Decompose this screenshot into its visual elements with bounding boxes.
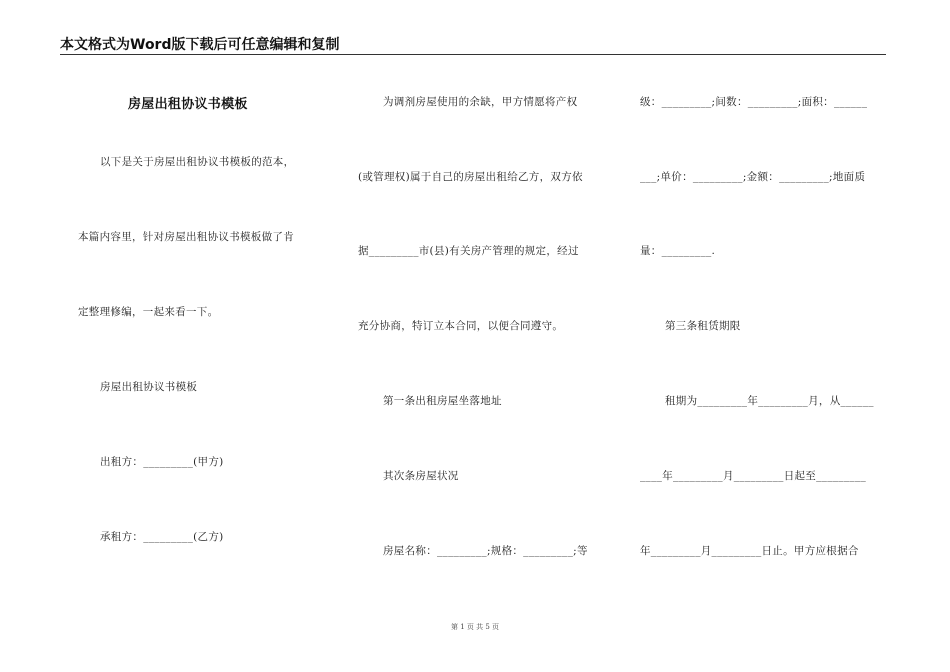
text-line: 量：_________.: [640, 245, 716, 257]
text-line: 级：_________;间数：_________;面积：______: [640, 96, 868, 108]
page-header: [60, 34, 886, 55]
text-line: 定整理修编，一起来看一下。: [78, 306, 219, 318]
lessor-field: 出租方：_________(甲方): [100, 456, 224, 468]
text-line: ____年_________月_________日起至_________: [640, 470, 867, 482]
text-line: 据_________市(县)有关房产管理的规定，经过: [358, 245, 579, 257]
text-line: 本篇内容里，针对房屋出租协议书模板做了肯: [78, 231, 294, 243]
lessee-field: 承租方：_________(乙方): [100, 531, 224, 543]
section-heading: 房屋出租协议书模板: [100, 381, 198, 393]
text-line: (或管理权)属于自己的房屋出租给乙方，双方依: [358, 171, 583, 183]
text-line: ___;单价：_________;金额：_________;地面质: [640, 171, 866, 183]
text-line: 房屋名称：_________;规格：_________;等: [383, 545, 588, 557]
page-footer: [0, 622, 950, 632]
article-heading: 第三条租赁期限: [665, 320, 741, 332]
text-line: 租期为_________年_________月，从______: [665, 395, 874, 407]
header-title: 本文格式为Word版下载后可任意编辑和复制: [60, 37, 340, 53]
page-number: 第 1 页 共 5 页: [450, 623, 500, 631]
article-heading: 其次条房屋状况: [383, 470, 459, 482]
text-line: 年_________月_________日止。甲方应根据合: [640, 545, 859, 557]
text-line: 以下是关于房屋出租协议书模板的范本，: [100, 156, 295, 168]
article-heading: 第一条出租房屋坐落地址: [383, 395, 502, 407]
text-line: 为调剂房屋使用的余缺，甲方情愿将产权: [383, 96, 578, 108]
document-title: 房屋出租协议书模板: [128, 97, 248, 112]
text-line: 充分协商，特订立本合同，以便合同遵守。: [358, 320, 564, 332]
